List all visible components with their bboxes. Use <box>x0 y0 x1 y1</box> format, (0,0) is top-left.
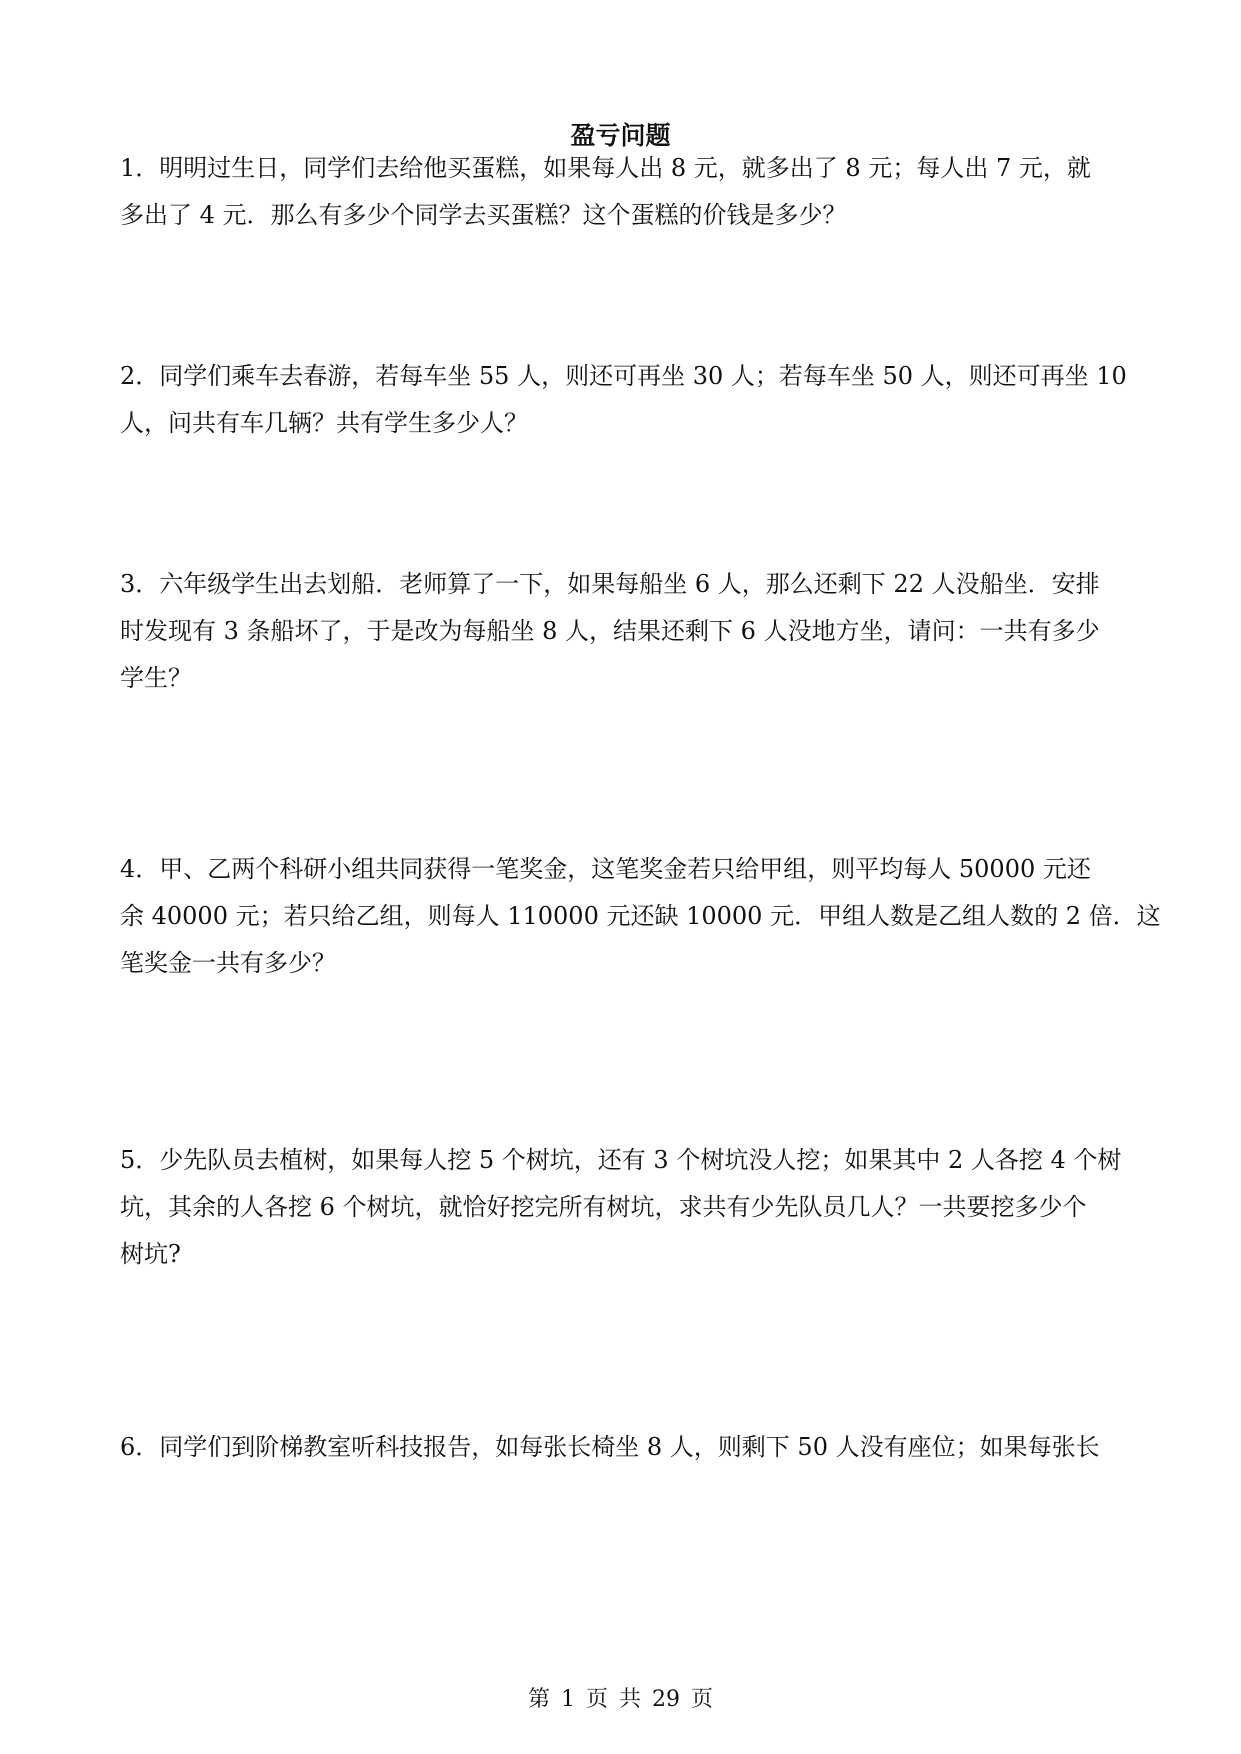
question-line: 3．六年级学生出去划船．老师算了一下，如果每船坐 6 人，那么还剩下 22 人没船坐．安排 <box>120 570 1100 598</box>
page-footer: 第 1 页 共 29 页 <box>528 1687 713 1712</box>
question-line: 2．同学们乘车去春游，若每车坐 55 人，则还可再坐 30 人；若每车坐 50 人，则还可再坐 10 <box>120 362 1127 390</box>
question-line: 树坑? <box>120 1240 181 1268</box>
question-line: 笔奖金一共有多少？ <box>120 949 336 977</box>
question-line: 5．少先队员去植树，如果每人挖 5 个树坑，还有 3 个树坑没人挖；如果其中 2 人各挖 4 个树 <box>120 1146 1122 1174</box>
question-line: 4．甲、乙两个科研小组共同获得一笔奖金，这笔奖金若只给甲组，则平均每人 50000 元还 <box>120 855 1091 883</box>
question-1 <box>120 145 1120 239</box>
question-5 <box>120 1137 1120 1278</box>
question-3 <box>120 561 1120 702</box>
question-line: 学生？ <box>120 664 192 692</box>
question-line: 坑，其余的人各挖 6 个树坑，就恰好挖完所有树坑，求共有少先队员几人？一共要挖多少个 <box>120 1193 1087 1221</box>
question-2 <box>120 353 1127 447</box>
page-title: 盈亏问题 <box>570 121 671 150</box>
question-line: 6．同学们到阶梯教室听科技报告，如每张长椅坐 8 人，则剩下 50 人没有座位；如果每张长 <box>120 1433 1100 1461</box>
question-line: 1．明明过生日，同学们去给他买蛋糕，如果每人出 8 元，就多出了 8 元；每人出 7 元，就 <box>120 154 1091 182</box>
question-6 <box>120 1424 1120 1471</box>
question-line: 人，问共有车几辆？共有学生多少人？ <box>120 409 528 437</box>
question-4 <box>120 846 1161 987</box>
question-line: 时发现有 3 条船坏了，于是改为每船坐 8 人，结果还剩下 6 人没地方坐，请问：一共有多少 <box>120 617 1100 645</box>
question-line: 多出了 4 元．那么有多少个同学去买蛋糕？这个蛋糕的价钱是多少？ <box>120 201 847 229</box>
question-line: 余 40000 元；若只给乙组，则每人 110000 元还缺 10000 元．甲组人数是乙组人数的 2 倍．这 <box>120 902 1161 930</box>
